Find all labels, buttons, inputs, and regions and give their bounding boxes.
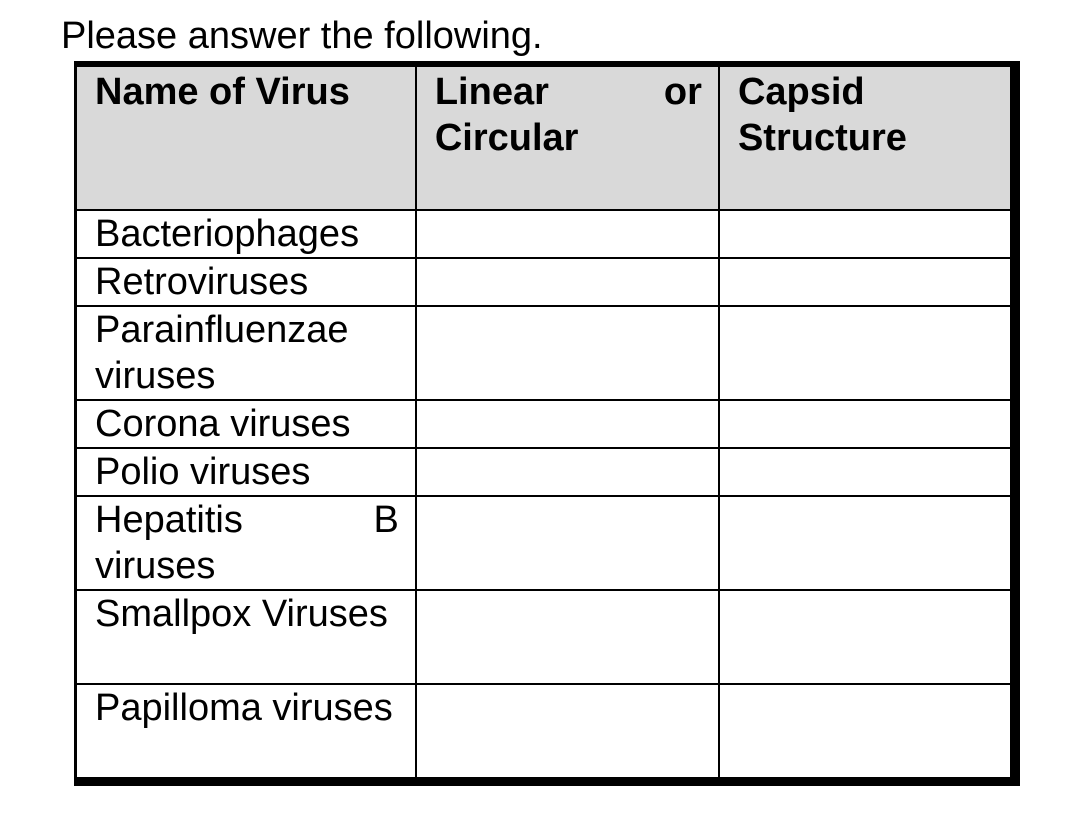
table-row: [76, 306, 1016, 400]
table-row: [76, 684, 1016, 782]
table-row: [76, 258, 1016, 306]
virus-name-cell: Papilloma viruses: [76, 684, 416, 782]
virus-name-cell: Polio viruses: [76, 448, 416, 496]
table-row: [76, 590, 1016, 684]
virus-name-cell: Corona viruses: [76, 400, 416, 448]
virus-name-cell: Smallpox Viruses: [76, 590, 416, 684]
capsid-structure-answer-cell[interactable]: [719, 684, 1015, 782]
linear-or-circular-answer-cell[interactable]: [416, 684, 719, 782]
linear-or-circular-answer-cell[interactable]: [416, 306, 719, 400]
header-capsid-structure: Capsid Structure: [719, 64, 1015, 210]
linear-or-circular-answer-cell[interactable]: [416, 258, 719, 306]
table-row: [76, 210, 1016, 258]
header-row: [76, 64, 1016, 210]
capsid-structure-answer-cell[interactable]: [719, 496, 1015, 590]
linear-or-circular-answer-cell[interactable]: [416, 210, 719, 258]
capsid-structure-answer-cell[interactable]: [719, 590, 1015, 684]
linear-or-circular-answer-cell[interactable]: [416, 448, 719, 496]
linear-or-circular-answer-cell[interactable]: [416, 400, 719, 448]
linear-or-circular-answer-cell[interactable]: [416, 590, 719, 684]
header-linear-or-circular: Linear or Circular: [416, 64, 719, 210]
capsid-structure-answer-cell[interactable]: [719, 448, 1015, 496]
table-row: [76, 448, 1016, 496]
capsid-structure-answer-cell[interactable]: [719, 258, 1015, 306]
table-row: [76, 496, 1016, 590]
instruction-text: Please answer the following.: [61, 15, 543, 57]
virus-name-cell: Bacteriophages: [76, 210, 416, 258]
capsid-structure-answer-cell[interactable]: [719, 306, 1015, 400]
linear-or-circular-answer-cell[interactable]: [416, 496, 719, 590]
capsid-structure-answer-cell[interactable]: [719, 400, 1015, 448]
capsid-structure-answer-cell[interactable]: [719, 210, 1015, 258]
virus-name-cell: Retroviruses: [76, 258, 416, 306]
virus-name-cell: Hepatitis B viruses: [76, 496, 416, 590]
header-name-of-virus: Name of Virus: [76, 64, 416, 210]
table-row: [76, 400, 1016, 448]
virus-table: [74, 61, 1020, 786]
virus-name-cell: Parainfluenzae viruses: [76, 306, 416, 400]
